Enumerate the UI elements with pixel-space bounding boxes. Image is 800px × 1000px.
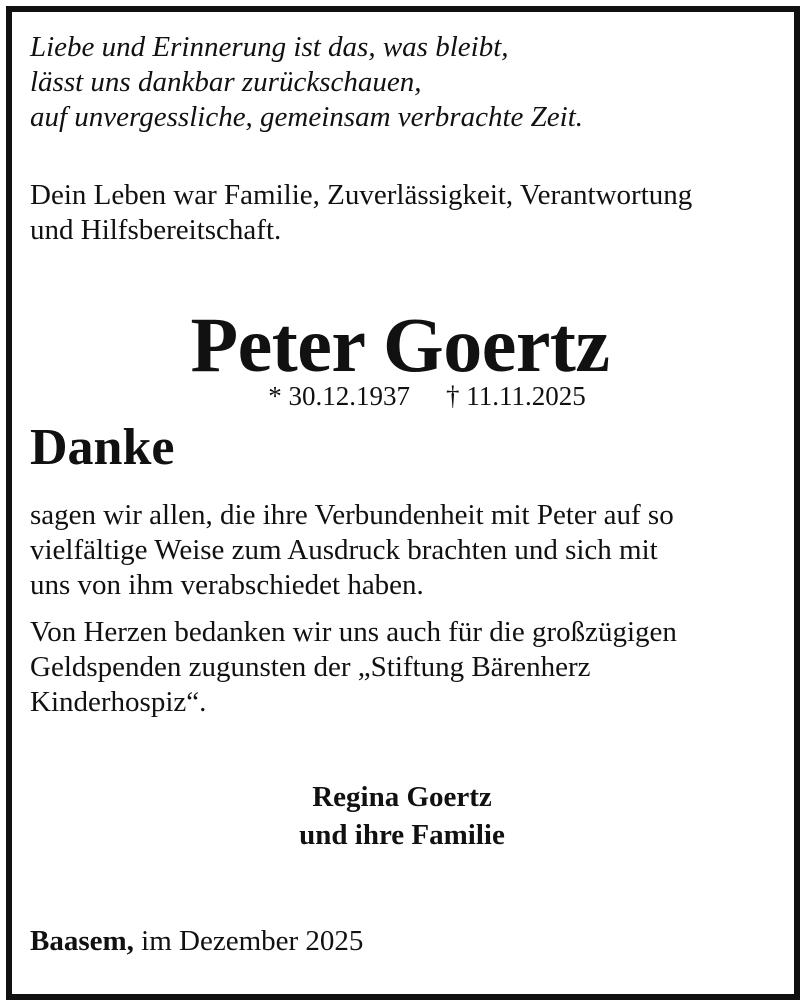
tribute-line: und Hilfsbereitschaft.	[30, 214, 282, 246]
birth-date: * 30.12.1937	[268, 381, 410, 411]
life-dates	[30, 380, 770, 412]
place-date-line	[30, 924, 363, 959]
signature-block	[30, 778, 770, 854]
obituary-notice	[30, 30, 770, 854]
thanks-paragraph-2	[30, 615, 770, 720]
thanks-paragraph-1	[30, 498, 770, 603]
death-date: † 11.11.2025	[446, 381, 586, 411]
thanks-heading: Danke	[30, 419, 175, 476]
paragraph-line: Kinderhospiz“.	[30, 686, 207, 718]
poem-line: auf unvergessliche, gemeinsam verbrachte Zeit.	[30, 101, 584, 133]
paragraph-line: uns von ihm verabschiedet haben.	[30, 569, 424, 601]
tribute-line: Dein Leben war Familie, Zuverlässigkeit, Verantwortung	[30, 179, 693, 211]
poem-line: lässt uns dankbar zurückschauen,	[30, 66, 422, 98]
date-text: im Dezember 2025	[133, 925, 364, 957]
paragraph-line: Von Herzen bedanken wir uns auch für die großzügigen	[30, 616, 677, 648]
signature-name: Regina Goertz	[312, 781, 492, 813]
memorial-poem	[30, 30, 770, 135]
place-name: Baasem,	[30, 925, 134, 957]
poem-line: Liebe und Erinnerung ist das, was bleibt,	[30, 31, 509, 63]
paragraph-line: sagen wir allen, die ihre Verbundenheit mit Peter auf so	[30, 499, 674, 531]
paragraph-line: Geldspenden zugunsten der „Stiftung Bärenherz	[30, 651, 591, 683]
tribute-text	[30, 178, 770, 248]
deceased-name: Peter Goertz	[190, 301, 610, 388]
paragraph-line: vielfältige Weise zum Ausdruck brachten und sich mit	[30, 534, 658, 566]
signature-family: und ihre Familie	[299, 819, 505, 851]
